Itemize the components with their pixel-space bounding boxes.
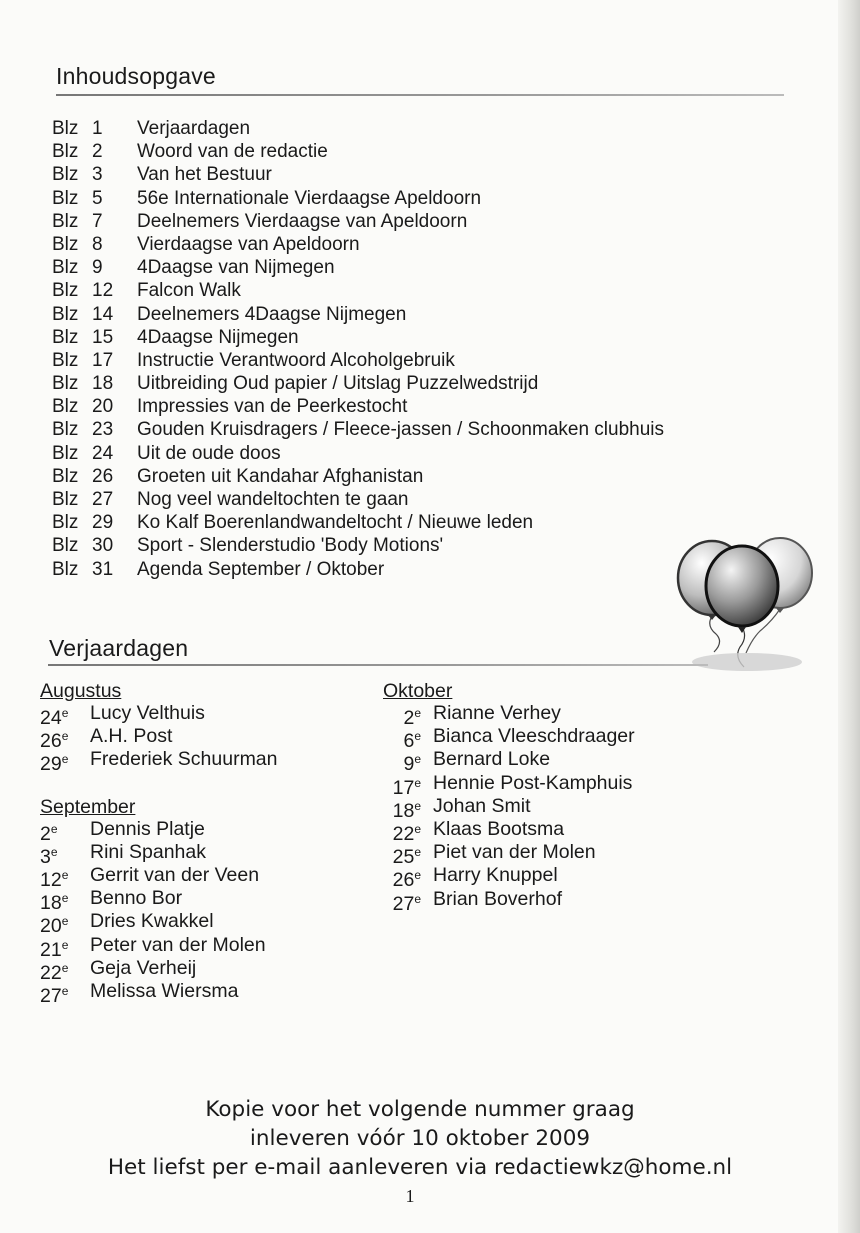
- toc-page-number: 15: [92, 326, 114, 348]
- toc-entry: [52, 558, 664, 581]
- toc-page-number: 18: [92, 373, 114, 395]
- birthdays-right-column: [383, 680, 635, 915]
- birthday-entry: [40, 887, 278, 915]
- toc-blz-label: Blz: [52, 118, 79, 139]
- toc-entry-title: Ko Kalf Boerenlandwandeltocht / Nieuwe leden: [137, 512, 534, 534]
- toc-entry-title: Groeten uit Kandahar Afghanistan: [137, 465, 424, 487]
- toc-blz-label: Blz: [52, 558, 79, 580]
- ordinal-suffix: e: [414, 706, 421, 720]
- birthday-name: Gerrit van der Veen: [90, 863, 260, 886]
- day-number: 2: [403, 707, 415, 729]
- toc-blz-label: Blz: [52, 233, 79, 255]
- toc-blz-label: Blz: [52, 187, 79, 209]
- deadline-line-3: Het liefst per e-mail aanleveren via redactiewkz@home.nl: [107, 1155, 733, 1180]
- ordinal-suffix: e: [61, 867, 69, 882]
- birthday-entry: [383, 817, 635, 845]
- toc-entry: [52, 372, 664, 395]
- toc-page-number: 8: [92, 233, 103, 255]
- ordinal-suffix: e: [414, 868, 421, 883]
- toc-entry-title: Instructie Verantwoord Alcoholgebruik: [137, 349, 455, 371]
- birthday-name: Harry Knuppel: [433, 864, 558, 887]
- birthday-day: [383, 725, 433, 753]
- birthday-day: [383, 888, 433, 915]
- birthday-name: Lucy Velthuis: [90, 702, 205, 724]
- toc-entry: [52, 210, 664, 233]
- birthdays-heading: Verjaardagen: [49, 635, 189, 661]
- birthday-entry: [40, 817, 278, 845]
- toc-entry-title: Deelnemers 4Daagse Nijmegen: [137, 303, 407, 325]
- birthday-entry: [40, 979, 278, 1007]
- toc-blz-label: Blz: [52, 442, 79, 464]
- birthday-entry: [40, 702, 278, 729]
- toc-page-number: 12: [92, 280, 114, 302]
- toc-blz-label: Blz: [52, 280, 79, 302]
- birthday-entry: [40, 956, 278, 984]
- birthday-entry: [40, 840, 278, 868]
- ordinal-suffix: e: [50, 844, 58, 859]
- toc-blz-label: Blz: [52, 465, 79, 487]
- toc-entry-title: Uit de oude doos: [137, 442, 281, 464]
- ordinal-suffix: e: [61, 729, 69, 744]
- birthday-name: Benno Bor: [90, 887, 183, 910]
- birthday-day: [40, 725, 90, 753]
- toc-entry: [52, 465, 664, 488]
- toc-page-number: 3: [92, 164, 103, 186]
- toc-entry: [52, 395, 664, 418]
- toc-page-number: 17: [92, 349, 114, 371]
- day-number: 3: [40, 845, 51, 868]
- day-number: 29: [40, 753, 62, 776]
- toc-page-number: 24: [92, 442, 114, 464]
- toc-page-number: 31: [92, 558, 114, 580]
- day-number: 24: [40, 707, 62, 729]
- toc-divider: [56, 94, 784, 96]
- toc-blz-label: Blz: [52, 512, 79, 534]
- birthday-name: Johan Smit: [433, 794, 531, 817]
- toc-blz-label: Blz: [52, 210, 79, 232]
- birthday-name: Piet van der Molen: [433, 841, 596, 864]
- birthday-day: [40, 841, 90, 868]
- birthday-entry: [383, 887, 635, 915]
- page-edge: [838, 0, 860, 1233]
- birthday-day: [40, 818, 90, 845]
- birthday-name: Geja Verheij: [90, 956, 197, 979]
- toc-entry-title: Gouden Kruisdragers / Fleece-jassen / Schoonmaken clubhuis: [137, 419, 665, 441]
- ordinal-suffix: e: [414, 891, 421, 906]
- ordinal-suffix: e: [414, 798, 421, 813]
- birthday-name: Klaas Bootsma: [433, 817, 565, 840]
- birthday-day: [383, 795, 433, 822]
- day-number: 22: [40, 961, 62, 984]
- deadline-line-1: Kopie voor het volgende nummer graag: [205, 1097, 635, 1122]
- ordinal-suffix: e: [61, 914, 69, 929]
- toc-list: [52, 117, 664, 581]
- toc-blz-label: Blz: [52, 141, 79, 163]
- birthday-entry: [40, 933, 278, 961]
- birthday-entry: [40, 910, 278, 938]
- birthday-day: [40, 957, 90, 984]
- day-number: 2: [40, 822, 51, 845]
- toc-entry: [52, 163, 664, 186]
- day-number: 26: [40, 730, 62, 753]
- birthday-day: [40, 934, 90, 961]
- day-number: 25: [392, 846, 415, 869]
- toc-page-number: 29: [92, 512, 114, 534]
- toc-blz-label: Blz: [52, 326, 79, 348]
- ordinal-suffix: e: [414, 821, 421, 836]
- toc-heading: Inhoudsopgave: [56, 63, 216, 89]
- toc-entry: [52, 187, 664, 210]
- toc-entry-title: Vierdaagse van Apeldoorn: [137, 233, 360, 255]
- birthday-entry: [383, 702, 635, 729]
- toc-page-number: 23: [92, 419, 114, 441]
- birthday-entry: [40, 863, 278, 891]
- birthday-name: Melissa Wiersma: [90, 979, 239, 1002]
- birthday-name: Rini Spanhak: [90, 840, 206, 863]
- ordinal-suffix: e: [414, 752, 421, 767]
- toc-entry: [52, 442, 664, 465]
- toc-page-number: 9: [92, 257, 103, 279]
- balloons-icon: [672, 530, 817, 680]
- toc-entry-title: Falcon Walk: [137, 280, 241, 302]
- birthday-entry: [383, 794, 635, 822]
- toc-entry-title: 4Daagse van Nijmegen: [137, 257, 335, 279]
- toc-entry: [52, 326, 664, 349]
- page-number: 1: [405, 1186, 415, 1206]
- birthday-name: Bianca Vleeschdraager: [433, 725, 635, 748]
- birthday-day: [383, 864, 433, 892]
- toc-page-number: 30: [92, 535, 114, 557]
- toc-entry: [52, 534, 664, 557]
- toc-entry: [52, 279, 664, 302]
- toc-entry-title: Deelnemers Vierdaagse van Apeldoorn: [137, 210, 468, 232]
- toc-entry: [52, 303, 664, 326]
- toc-page-number: 20: [92, 396, 114, 418]
- month-heading: Augustus: [40, 680, 122, 702]
- ordinal-suffix: e: [414, 845, 421, 860]
- month-heading: Oktober: [383, 680, 453, 702]
- toc-entry: [52, 233, 664, 256]
- toc-entry: [52, 256, 664, 279]
- day-number: 21: [40, 938, 62, 961]
- day-number: 20: [40, 915, 62, 938]
- birthday-day: [40, 887, 90, 915]
- birthday-day: [383, 702, 433, 729]
- toc-entry-title: 4Daagse Nijmegen: [137, 326, 299, 348]
- toc-blz-label: Blz: [52, 303, 79, 325]
- birthday-day: [40, 748, 90, 776]
- ordinal-suffix: e: [50, 821, 58, 836]
- toc-entry-title: Nog veel wandeltochten te gaan: [137, 489, 409, 510]
- toc-entry: [52, 117, 664, 140]
- birthday-name: Bernard Loke: [433, 748, 551, 771]
- deadline-line-2: inleveren vóór 10 oktober 2009: [249, 1126, 591, 1151]
- toc-blz-label: Blz: [52, 396, 79, 418]
- toc-blz-label: Blz: [52, 535, 79, 557]
- toc-page-number: 27: [92, 489, 114, 510]
- birthday-day: [40, 864, 90, 891]
- birthday-day: [40, 980, 90, 1007]
- day-number: 17: [392, 776, 415, 799]
- birthday-name: Dries Kwakkel: [90, 910, 214, 933]
- toc-entry-title: Agenda September / Oktober: [137, 558, 385, 580]
- birthday-entry: [40, 725, 278, 753]
- toc-blz-label: Blz: [52, 164, 79, 186]
- birthday-day: [383, 748, 433, 776]
- toc-entry-title: 56e Internationale Vierdaagse Apeldoorn: [137, 187, 482, 209]
- toc-entry: [52, 418, 664, 441]
- birthday-entry: [383, 864, 635, 892]
- toc-entry-title: Uitbreiding Oud papier / Uitslag Puzzelwedstrijd: [137, 373, 539, 395]
- toc-page-number: 5: [92, 187, 103, 209]
- ordinal-suffix: e: [61, 891, 69, 906]
- birthday-day: [40, 702, 90, 729]
- day-number: 26: [392, 869, 415, 892]
- birthday-day: [383, 818, 433, 845]
- day-number: 22: [392, 822, 415, 845]
- spacer: [40, 772, 278, 796]
- toc-page-number: 26: [92, 465, 114, 487]
- ordinal-suffix: e: [61, 983, 69, 998]
- birthdays-divider: [48, 664, 708, 666]
- toc-entry-title: Sport - Slenderstudio 'Body Motions': [137, 535, 444, 557]
- birthday-name: A.H. Post: [90, 725, 173, 748]
- birthday-name: Rianne Verhey: [433, 702, 561, 724]
- toc-entry: [52, 140, 664, 163]
- toc-entry-title: Impressies van de Peerkestocht: [137, 396, 408, 418]
- toc-blz-label: Blz: [52, 257, 79, 279]
- toc-blz-label: Blz: [52, 373, 79, 395]
- birthday-entry: [383, 748, 635, 776]
- toc-blz-label: Blz: [52, 489, 79, 510]
- birthday-name: Hennie Post-Kamphuis: [433, 771, 633, 794]
- day-number: 12: [40, 868, 62, 891]
- deadline-notice: [60, 1095, 780, 1182]
- toc-entry-title: Verjaardagen: [137, 118, 251, 139]
- toc-blz-label: Blz: [52, 349, 79, 371]
- toc-blz-label: Blz: [52, 419, 79, 441]
- birthday-entry: [383, 841, 635, 869]
- day-number: 27: [40, 984, 62, 1007]
- day-number: 18: [40, 892, 62, 915]
- birthday-entry: [40, 748, 278, 776]
- day-number: 6: [403, 730, 415, 753]
- birthday-name: Peter van der Molen: [90, 933, 266, 956]
- toc-entry-title: Woord van de redactie: [137, 141, 328, 163]
- birthday-name: Frederiek Schuurman: [90, 748, 278, 771]
- birthday-day: [383, 772, 433, 799]
- ordinal-suffix: e: [61, 960, 69, 975]
- toc-page-number: 14: [92, 303, 114, 325]
- toc-entry: [52, 488, 664, 511]
- toc-page-number: 2: [92, 141, 103, 163]
- birthday-day: [383, 841, 433, 869]
- day-number: 27: [392, 892, 415, 915]
- toc-entry-title: Van het Bestuur: [137, 164, 272, 186]
- birthday-name: Brian Boverhof: [433, 887, 562, 910]
- ordinal-suffix: e: [61, 706, 69, 720]
- birthdays-left-column: [40, 680, 278, 1007]
- day-number: 9: [403, 753, 415, 776]
- birthday-entry: [383, 771, 635, 799]
- birthday-name: Dennis Platje: [90, 817, 205, 840]
- ordinal-suffix: e: [61, 752, 69, 767]
- toc-entry: [52, 349, 664, 372]
- toc-page-number: 1: [92, 118, 103, 139]
- toc-entry: [52, 511, 664, 534]
- birthday-day: [40, 910, 90, 938]
- birthday-entry: [383, 725, 635, 753]
- toc-page-number: 7: [92, 210, 103, 232]
- ordinal-suffix: e: [414, 775, 421, 790]
- ordinal-suffix: e: [414, 729, 421, 744]
- ordinal-suffix: e: [61, 937, 69, 952]
- month-heading: September: [40, 795, 136, 818]
- day-number: 18: [392, 799, 415, 822]
